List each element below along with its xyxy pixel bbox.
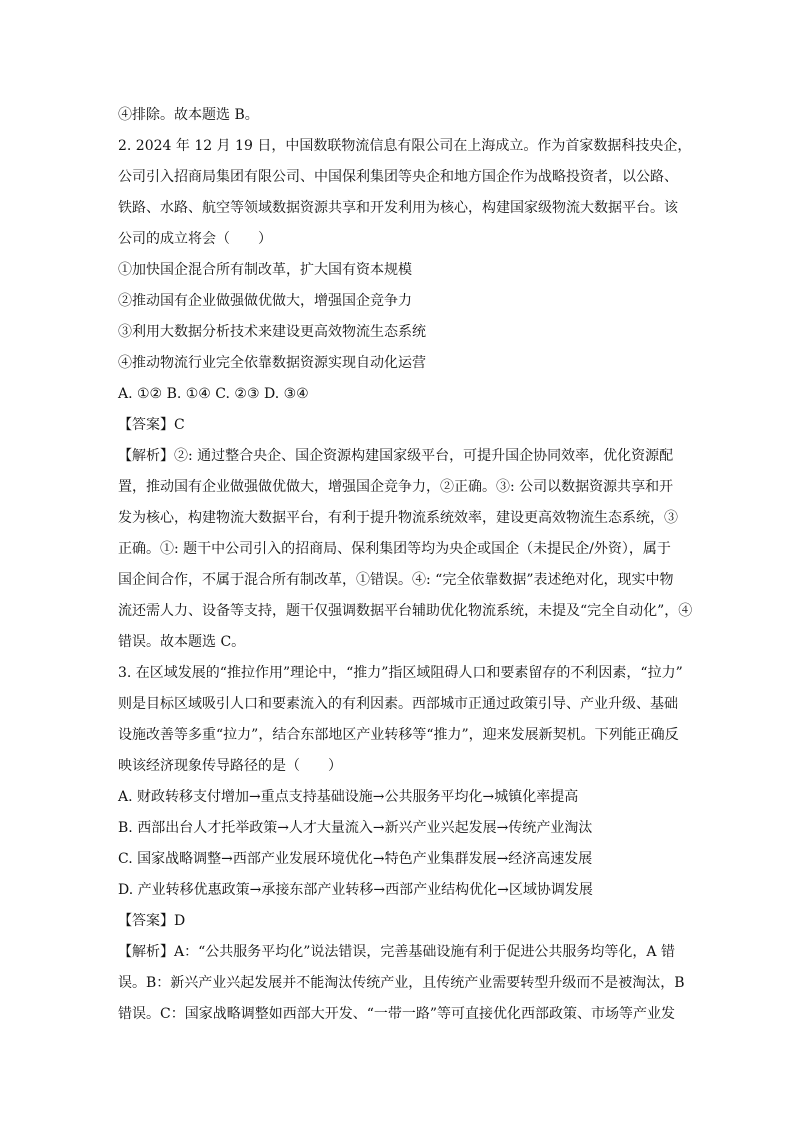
analysis-line: 正确。①: 题干中公司引入的招商局、保利集团等均为央企或国企（未提民企/外资），属于 (118, 541, 671, 557)
previous-answer-tail: ④排除。故本题选 B。 (118, 107, 259, 123)
analysis-line: 置，推动国有企业做强做优做大，增强国企竞争力，②正确。③: 公司以数据资源共享和开 (118, 479, 674, 495)
document-page (118, 100, 693, 1030)
statement-option: ④推动物流行业完全依靠数据资源实现自动化运营 (118, 355, 426, 371)
question-stem-line: 2. 2024 年 12 月 19 日，中国数联物流信息有限公司在上海成立。作为首家数据科技央企， (118, 138, 692, 154)
analysis-line: 错误。故本题选 C。 (118, 634, 246, 650)
choice-option-a: A. 财政转移支付增加→重点支持基础设施→公共服务平均化→城镇化率提高 (118, 789, 579, 805)
analysis-line: 错误。C：国家战略调整如西部大开发、“一带一路”等可直接优化西部政策、市场等产业发 (118, 1006, 676, 1022)
statement-option: ①加快国企混合所有制改革，扩大国有资本规模 (118, 262, 412, 278)
choice-option-c: C. 国家战略调整→西部产业发展环境优化→特色产业集群发展→经济高速发展 (118, 851, 593, 867)
analysis-line: 【解析】②: 通过整合央企、国企资源构建国家级平台，可提升国企协同效率，优化资源配 (118, 448, 674, 464)
answer-choices: A. ①② B. ①④ C. ②③ D. ③④ (118, 386, 309, 402)
answer-key: 【答案】D (118, 913, 186, 929)
question-stem-line: 映该经济现象传导路径的是（ ） (118, 758, 342, 774)
question-stem-line: 则是目标区域吸引人口和要素流入的有利因素。西部城市正通过政策引导、产业升级、基础 (118, 696, 678, 712)
question-stem-line: 设施改善等多重“拉力”，结合东部地区产业转移等“推力”，迎来发展新契机。下列能正确反 (118, 727, 679, 743)
question-2 (118, 131, 693, 658)
choice-option-b: B. 西部出台人才托举政策→人才大量流入→新兴产业兴起发展→传统产业淘汰 (118, 820, 593, 836)
answer-key: 【答案】C (118, 417, 185, 433)
question-stem-line: 公司引入招商局集团有限公司、中国保利集团等央企和地方国企作为战略投资者，以公路、 (118, 169, 678, 185)
analysis-line: 发为核心，构建物流大数据平台，有利于提升物流系统效率，建设更高效物流生态系统，③ (118, 510, 678, 526)
question-3 (118, 658, 686, 1030)
statement-option: ②推动国有企业做强做优做大，增强国企竞争力 (118, 293, 412, 309)
question-stem-line: 公司的成立将会（ ） (118, 231, 272, 247)
analysis-line: 国企间合作，不属于混合所有制改革，①错误。④: “完全依靠数据”表述绝对化，现实中物 (118, 572, 674, 588)
question-stem-line: 3. 在区域发展的“推拉作用”理论中，“推力”指区域阻碍人口和要素留存的不利因素，“拉力” (118, 665, 683, 681)
choice-option-d: D. 产业转移优惠政策→承接东部产业转移→西部产业结构优化→区域协调发展 (118, 882, 593, 898)
question-stem-line: 铁路、水路、航空等领域数据资源共享和开发利用为核心，构建国家级物流大数据平台。该 (118, 200, 678, 216)
statement-option: ③利用大数据分析技术来建设更高效物流生态系统 (118, 324, 426, 340)
analysis-line: 流还需人力、设备等支持，题干仅强调数据平台辅助优化物流系统，未提及“完全自动化”，④ (118, 603, 693, 619)
analysis-line: 【解析】A：“公共服务平均化”说法错误，完善基础设施有利于促进公共服务均等化，A 错 (118, 944, 675, 960)
analysis-line: 误。B：新兴产业兴起发展并不能淘汰传统产业，且传统产业需要转型升级而不是被淘汰，B (118, 975, 685, 991)
